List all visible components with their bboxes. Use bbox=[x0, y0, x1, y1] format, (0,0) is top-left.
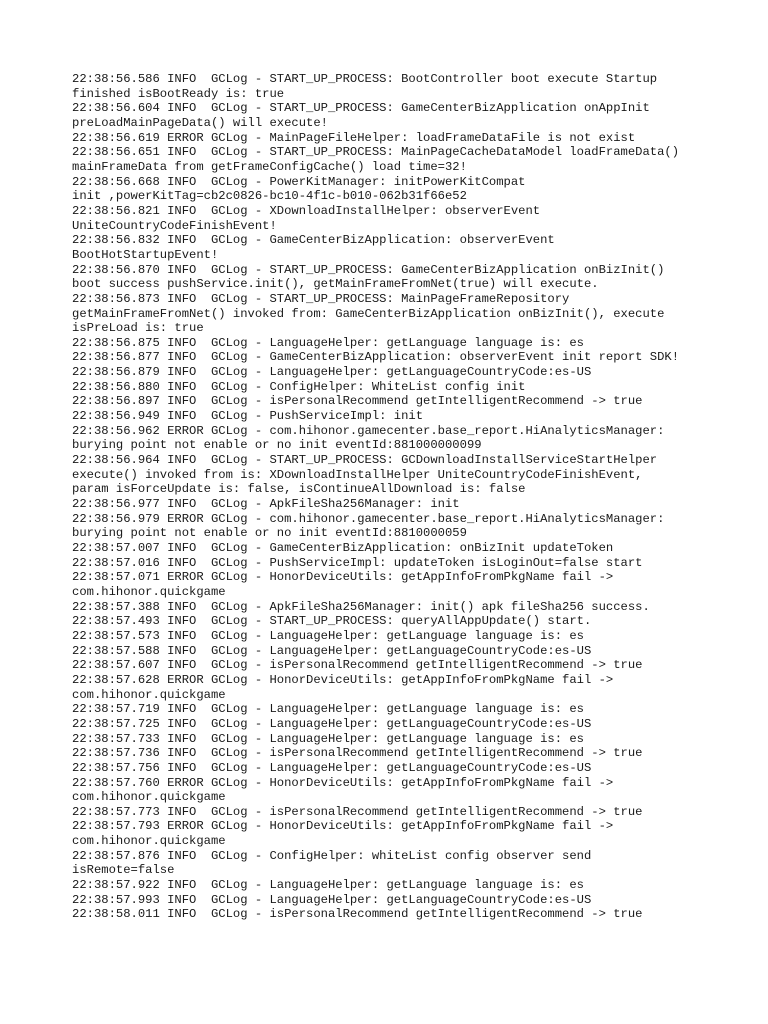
log-line: 22:38:56.897 INFO GCLog - isPersonalRecommend getIntelligentRecommend -> true bbox=[72, 394, 643, 409]
log-line: 22:38:56.604 INFO GCLog - START_UP_PROCESS: GameCenterBizApplication onAppInit bbox=[72, 101, 650, 116]
log-line: 22:38:57.756 INFO GCLog - LanguageHelper: getLanguageCountryCode:es-US bbox=[72, 760, 592, 775]
log-line: 22:38:57.573 INFO GCLog - LanguageHelper: getLanguage language is: es bbox=[72, 628, 584, 643]
log-line: init ,powerKitTag=cb2c0826-bc10-4f1c-b010-062b31f66e52 bbox=[72, 189, 467, 204]
log-line: com.hihonor.quickgame bbox=[72, 687, 226, 702]
log-line: com.hihonor.quickgame bbox=[72, 584, 226, 599]
log-line: mainFrameData from getFrameConfigCache() load time=32! bbox=[72, 159, 467, 174]
log-line: 22:38:56.879 INFO GCLog - LanguageHelper: getLanguageCountryCode:es-US bbox=[72, 365, 592, 380]
log-line: UniteCountryCodeFinishEvent! bbox=[72, 218, 277, 233]
log-line: 22:38:57.016 INFO GCLog - PushServiceImpl: updateToken isLoginOut=false start bbox=[72, 555, 643, 570]
log-line: 22:38:57.922 INFO GCLog - LanguageHelper: getLanguage language is: es bbox=[72, 878, 584, 893]
log-line: 22:38:57.588 INFO GCLog - LanguageHelper: getLanguageCountryCode:es-US bbox=[72, 643, 592, 658]
log-line: 22:38:56.619 ERROR GCLog - MainPageFileHelper: loadFrameDataFile is not exist bbox=[72, 130, 636, 145]
log-line: 22:38:56.979 ERROR GCLog - com.hihonor.gamecenter.base_report.HiAnalyticsManager: bbox=[72, 511, 665, 526]
log-line: 22:38:56.964 INFO GCLog - START_UP_PROCESS: GCDownloadInstallServiceStartHelper bbox=[72, 453, 658, 468]
log-line: 22:38:56.875 INFO GCLog - LanguageHelper: getLanguage language is: es bbox=[72, 335, 584, 350]
log-line: 22:38:56.586 INFO GCLog - START_UP_PROCESS: BootController boot execute Startup bbox=[72, 72, 658, 86]
log-line: burying point not enable or no init eventId:881000000099 bbox=[72, 438, 482, 453]
log-line: param isForceUpdate is: false, isContinueAllDownload is: false bbox=[72, 482, 526, 497]
log-line: 22:38:56.668 INFO GCLog - PowerKitManager: initPowerKitCompat bbox=[72, 174, 526, 189]
log-line: 22:38:56.977 INFO GCLog - ApkFileSha256Manager: init bbox=[72, 497, 460, 512]
log-line: 22:38:57.725 INFO GCLog - LanguageHelper: getLanguageCountryCode:es-US bbox=[72, 716, 592, 731]
log-line: boot success pushService.init(), getMainFrameFromNet(true) will execute. bbox=[72, 277, 599, 292]
log-line: 22:38:57.793 ERROR GCLog - HonorDeviceUtils: getAppInfoFromPkgName fail -> bbox=[72, 819, 614, 834]
log-line: com.hihonor.quickgame bbox=[72, 790, 226, 805]
log-line: getMainFrameFromNet() invoked from: GameCenterBizApplication onBizInit(), execute bbox=[72, 306, 665, 321]
log-line: 22:38:57.736 INFO GCLog - isPersonalRecommend getIntelligentRecommend -> true bbox=[72, 746, 643, 761]
log-line: 22:38:57.388 INFO GCLog - ApkFileSha256Manager: init() apk fileSha256 success. bbox=[72, 599, 650, 614]
log-line: 22:38:56.949 INFO GCLog - PushServiceImpl: init bbox=[72, 409, 424, 424]
log-line: preLoadMainPageData() will execute! bbox=[72, 115, 328, 130]
log-line: 22:38:56.651 INFO GCLog - START_UP_PROCESS: MainPageCacheDataModel loadFrameData() bbox=[72, 145, 680, 160]
log-line: 22:38:57.760 ERROR GCLog - HonorDeviceUtils: getAppInfoFromPkgName fail -> bbox=[72, 775, 614, 790]
log-line: 22:38:57.493 INFO GCLog - START_UP_PROCESS: queryAllAppUpdate() start. bbox=[72, 614, 592, 629]
log-output bbox=[72, 72, 712, 922]
log-line: com.hihonor.quickgame bbox=[72, 834, 226, 849]
log-line: 22:38:56.877 INFO GCLog - GameCenterBizApplication: observerEvent init report SDK! bbox=[72, 350, 680, 365]
log-line: 22:38:57.876 INFO GCLog - ConfigHelper: whiteList config observer send bbox=[72, 848, 592, 863]
log-line: 22:38:57.007 INFO GCLog - GameCenterBizApplication: onBizInit updateToken bbox=[72, 541, 614, 555]
log-line: 22:38:56.873 INFO GCLog - START_UP_PROCESS: MainPageFrameRepository bbox=[72, 291, 570, 306]
log-line: isRemote=false bbox=[72, 863, 175, 878]
log-line: 22:38:56.870 INFO GCLog - START_UP_PROCESS: GameCenterBizApplication onBizInit() bbox=[72, 262, 665, 277]
log-line: 22:38:56.821 INFO GCLog - XDownloadInstallHelper: observerEvent bbox=[72, 203, 541, 218]
log-line: 22:38:56.832 INFO GCLog - GameCenterBizApplication: observerEvent bbox=[72, 233, 555, 248]
log-line: 22:38:57.719 INFO GCLog - LanguageHelper: getLanguage language is: es bbox=[72, 702, 584, 717]
log-line: 22:38:57.993 INFO GCLog - LanguageHelper: getLanguageCountryCode:es-US bbox=[72, 892, 592, 907]
log-line: 22:38:57.733 INFO GCLog - LanguageHelper: getLanguage language is: es bbox=[72, 731, 584, 746]
log-line: 22:38:57.773 INFO GCLog - isPersonalRecommend getIntelligentRecommend -> true bbox=[72, 804, 643, 819]
log-line: isPreLoad is: true bbox=[72, 321, 204, 336]
log-line: 22:38:57.628 ERROR GCLog - HonorDeviceUtils: getAppInfoFromPkgName fail -> bbox=[72, 672, 614, 687]
log-line: 22:38:56.962 ERROR GCLog - com.hihonor.gamecenter.base_report.HiAnalyticsManager: bbox=[72, 423, 665, 438]
log-line: BootHotStartupEvent! bbox=[72, 247, 219, 262]
log-line: execute() invoked from is: XDownloadInstallHelper UniteCountryCodeFinishEvent, bbox=[72, 467, 643, 482]
log-line: finished isBootReady is: true bbox=[72, 86, 285, 101]
log-line: 22:38:57.071 ERROR GCLog - HonorDeviceUtils: getAppInfoFromPkgName fail -> bbox=[72, 570, 614, 585]
log-line: 22:38:56.880 INFO GCLog - ConfigHelper: WhiteList config init bbox=[72, 379, 526, 394]
log-line: 22:38:57.607 INFO GCLog - isPersonalRecommend getIntelligentRecommend -> true bbox=[72, 658, 643, 673]
log-line: 22:38:58.011 INFO GCLog - isPersonalRecommend getIntelligentRecommend -> true bbox=[72, 907, 643, 922]
log-line: burying point not enable or no init eventId:8810000059 bbox=[72, 526, 467, 541]
